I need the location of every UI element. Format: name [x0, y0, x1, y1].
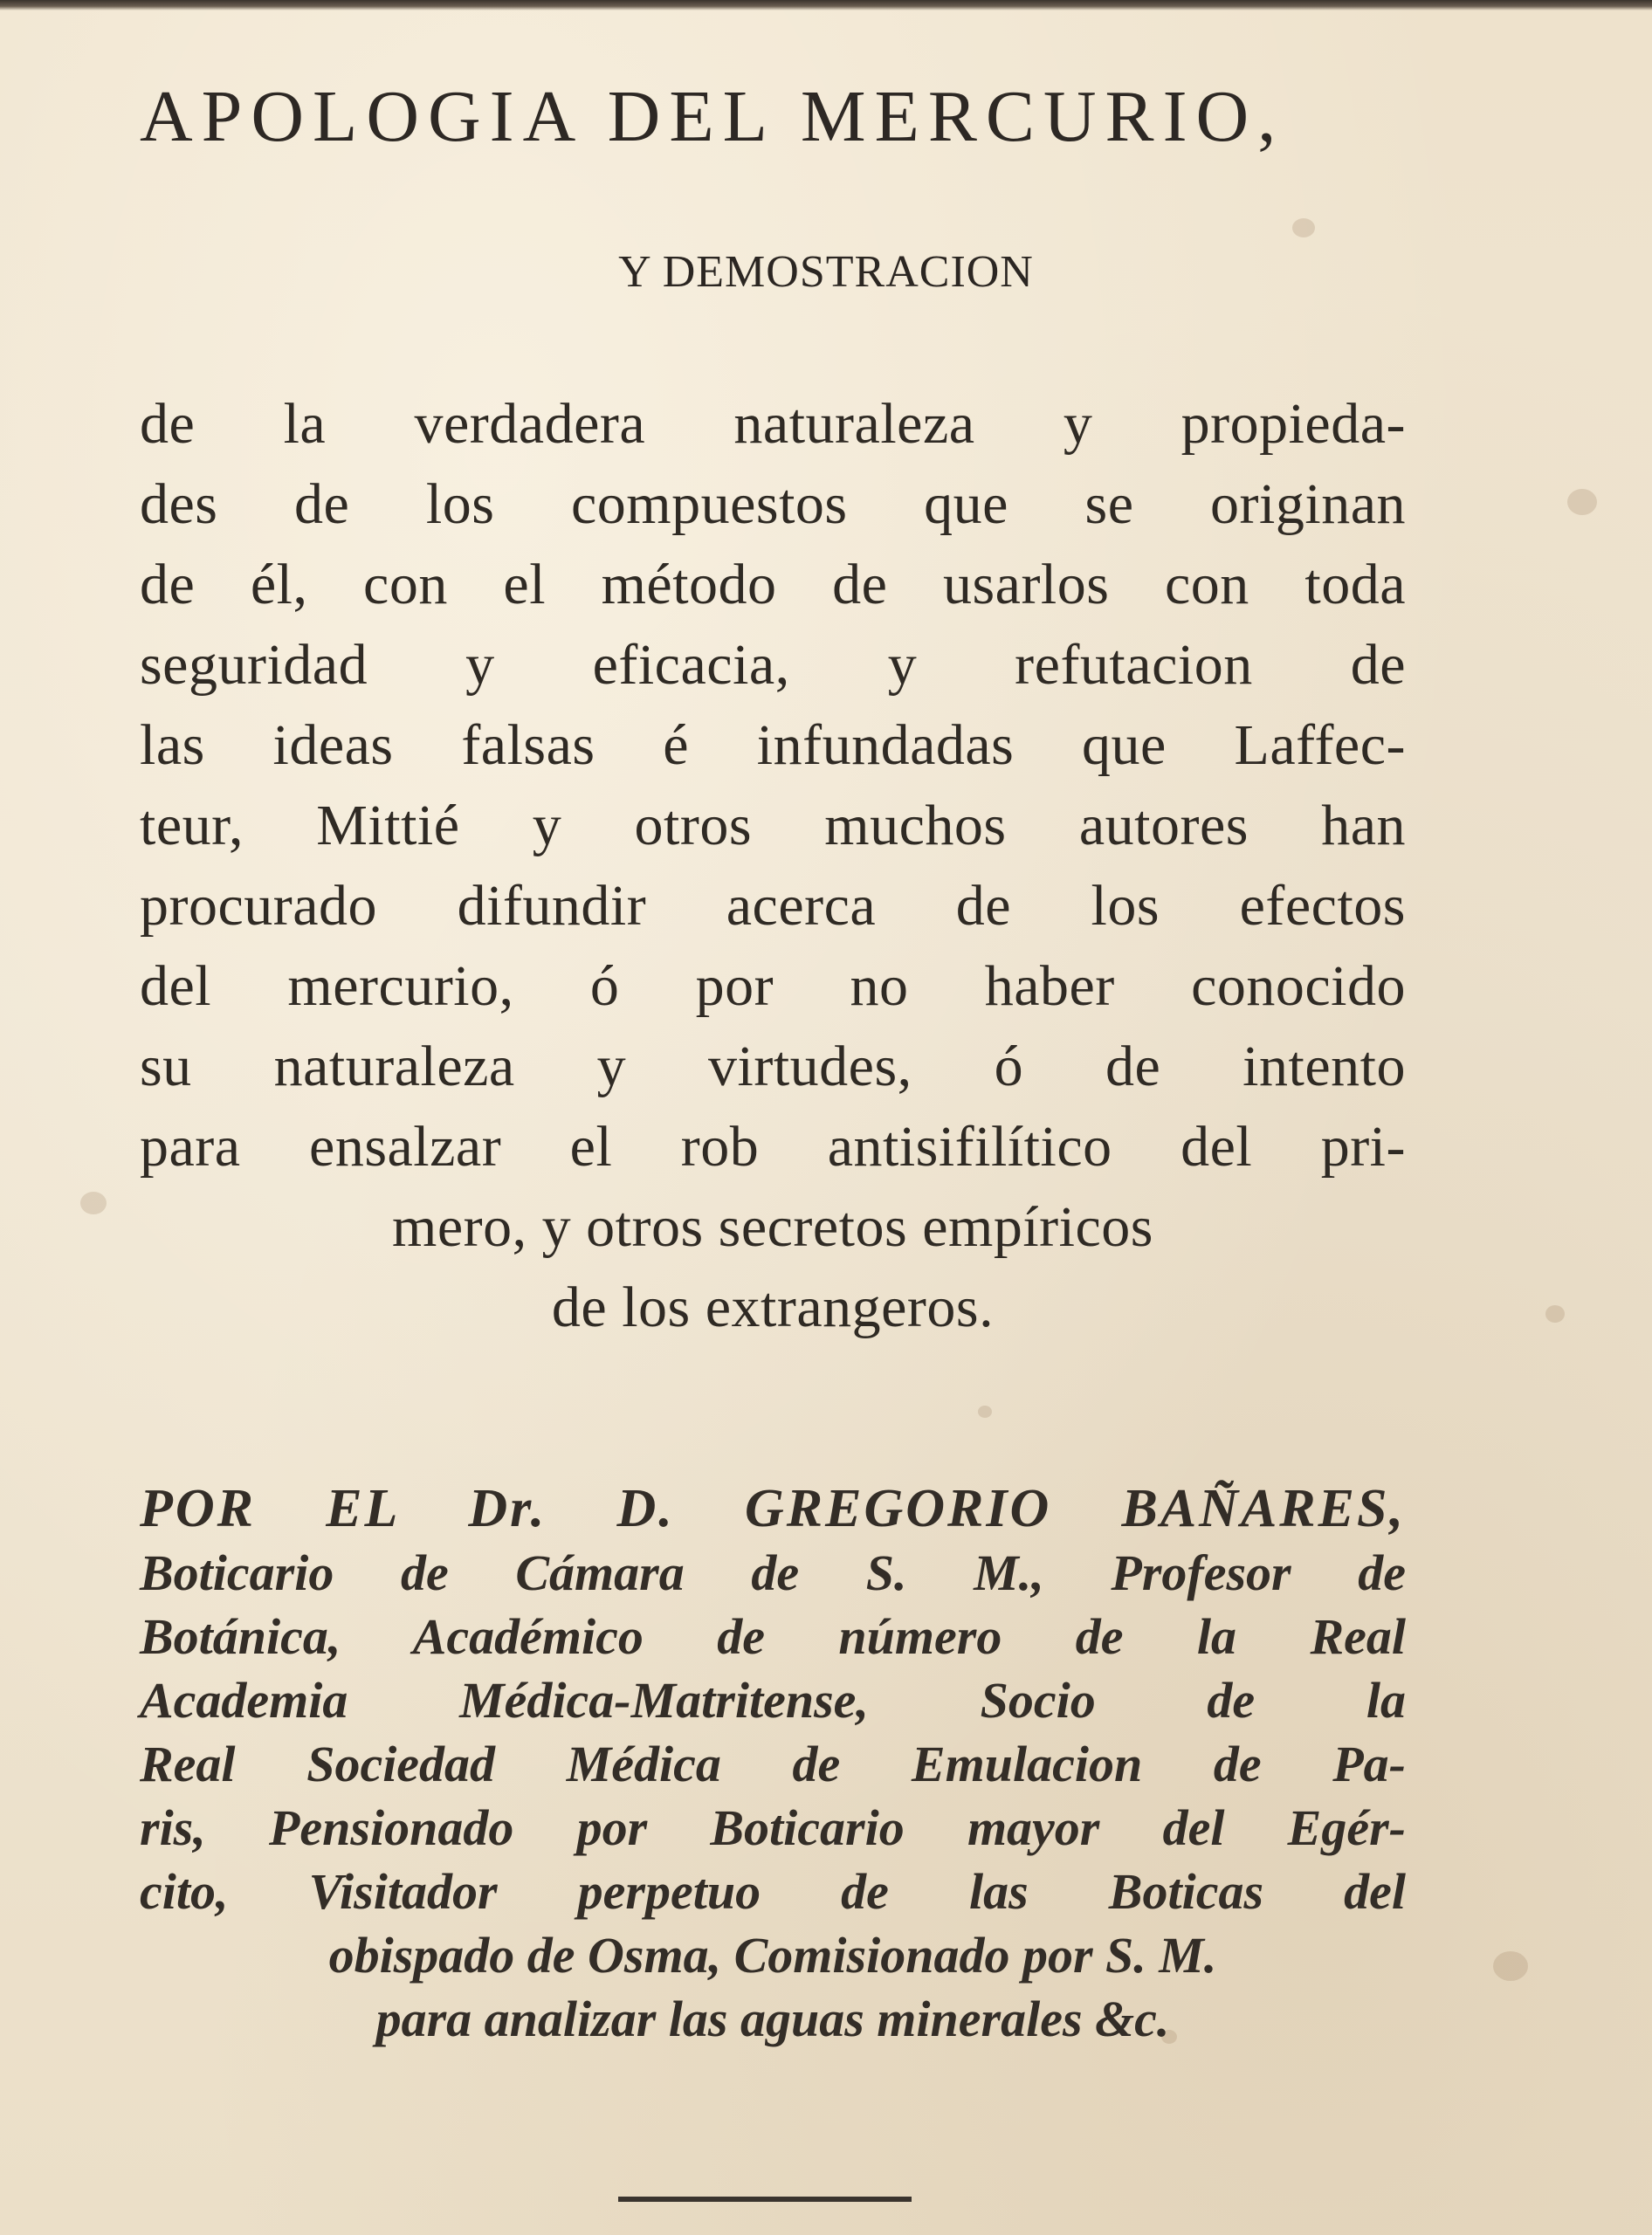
- author-name: POR EL Dr. D. GREGORIO BAÑARES,: [140, 1479, 1406, 1538]
- author-credential-line: cito, Visitador perpetuo de las Boticas del: [140, 1863, 1406, 1920]
- foxing-spot: [1292, 218, 1315, 237]
- body-line: des de los compuestos que se originan: [140, 472, 1406, 536]
- body-line: las ideas falsas é infundadas que Laffec-: [140, 713, 1406, 777]
- foxing-spot: [80, 1192, 107, 1214]
- body-line: teur, Mittié y otros muchos autores han: [140, 794, 1406, 857]
- body-line: de los extrangeros.: [551, 1276, 995, 1339]
- body-line: de él, con el método de usarlos con toda: [140, 553, 1406, 616]
- foxing-spot: [1567, 489, 1597, 515]
- author-credential-line: Botánica, Académico de número de la Real: [140, 1608, 1406, 1665]
- author-credential-line: ris, Pensionado por Boticario mayor del Egér-: [140, 1799, 1406, 1856]
- body-line: para ensalzar el rob antisifilítico del pri-: [140, 1115, 1406, 1179]
- author-credential-line: Boticario de Cámara de S. M., Profesor de: [140, 1544, 1406, 1601]
- foxing-spot: [1493, 1951, 1528, 1981]
- body-paragraph: [140, 384, 1406, 1348]
- decorative-rule: [618, 2197, 912, 2202]
- page-subtitle: Y DEMOSTRACION: [618, 247, 1034, 297]
- page-top-edge: [0, 0, 1652, 10]
- body-line: de la verdadera naturaleza y propieda-: [140, 392, 1406, 456]
- body-line: procurado difundir acerca de los efectos: [140, 874, 1406, 938]
- body-line: su naturaleza y virtudes, ó de intento: [140, 1035, 1406, 1098]
- author-block: [140, 1477, 1406, 2051]
- author-credential-line: Real Sociedad Médica de Emulacion de Pa-: [140, 1736, 1406, 1792]
- author-credential-line: obispado de Osma, Comisionado por S. M.: [328, 1927, 1217, 1984]
- author-credential-line: Academia Médica-Matritense, Socio de la: [140, 1672, 1406, 1729]
- foxing-spot: [978, 1406, 992, 1418]
- body-line: mero, y otros secretos empíricos: [392, 1195, 1153, 1259]
- author-credential-line: para analizar las aguas minerales &c.: [375, 1991, 1170, 2047]
- foxing-spot: [1545, 1305, 1565, 1323]
- body-line: seguridad y eficacia, y refutacion de: [140, 633, 1406, 697]
- page-title: APOLOGIA DEL MERCURIO,: [140, 76, 1285, 157]
- body-line: del mercurio, ó por no haber conocido: [140, 954, 1406, 1018]
